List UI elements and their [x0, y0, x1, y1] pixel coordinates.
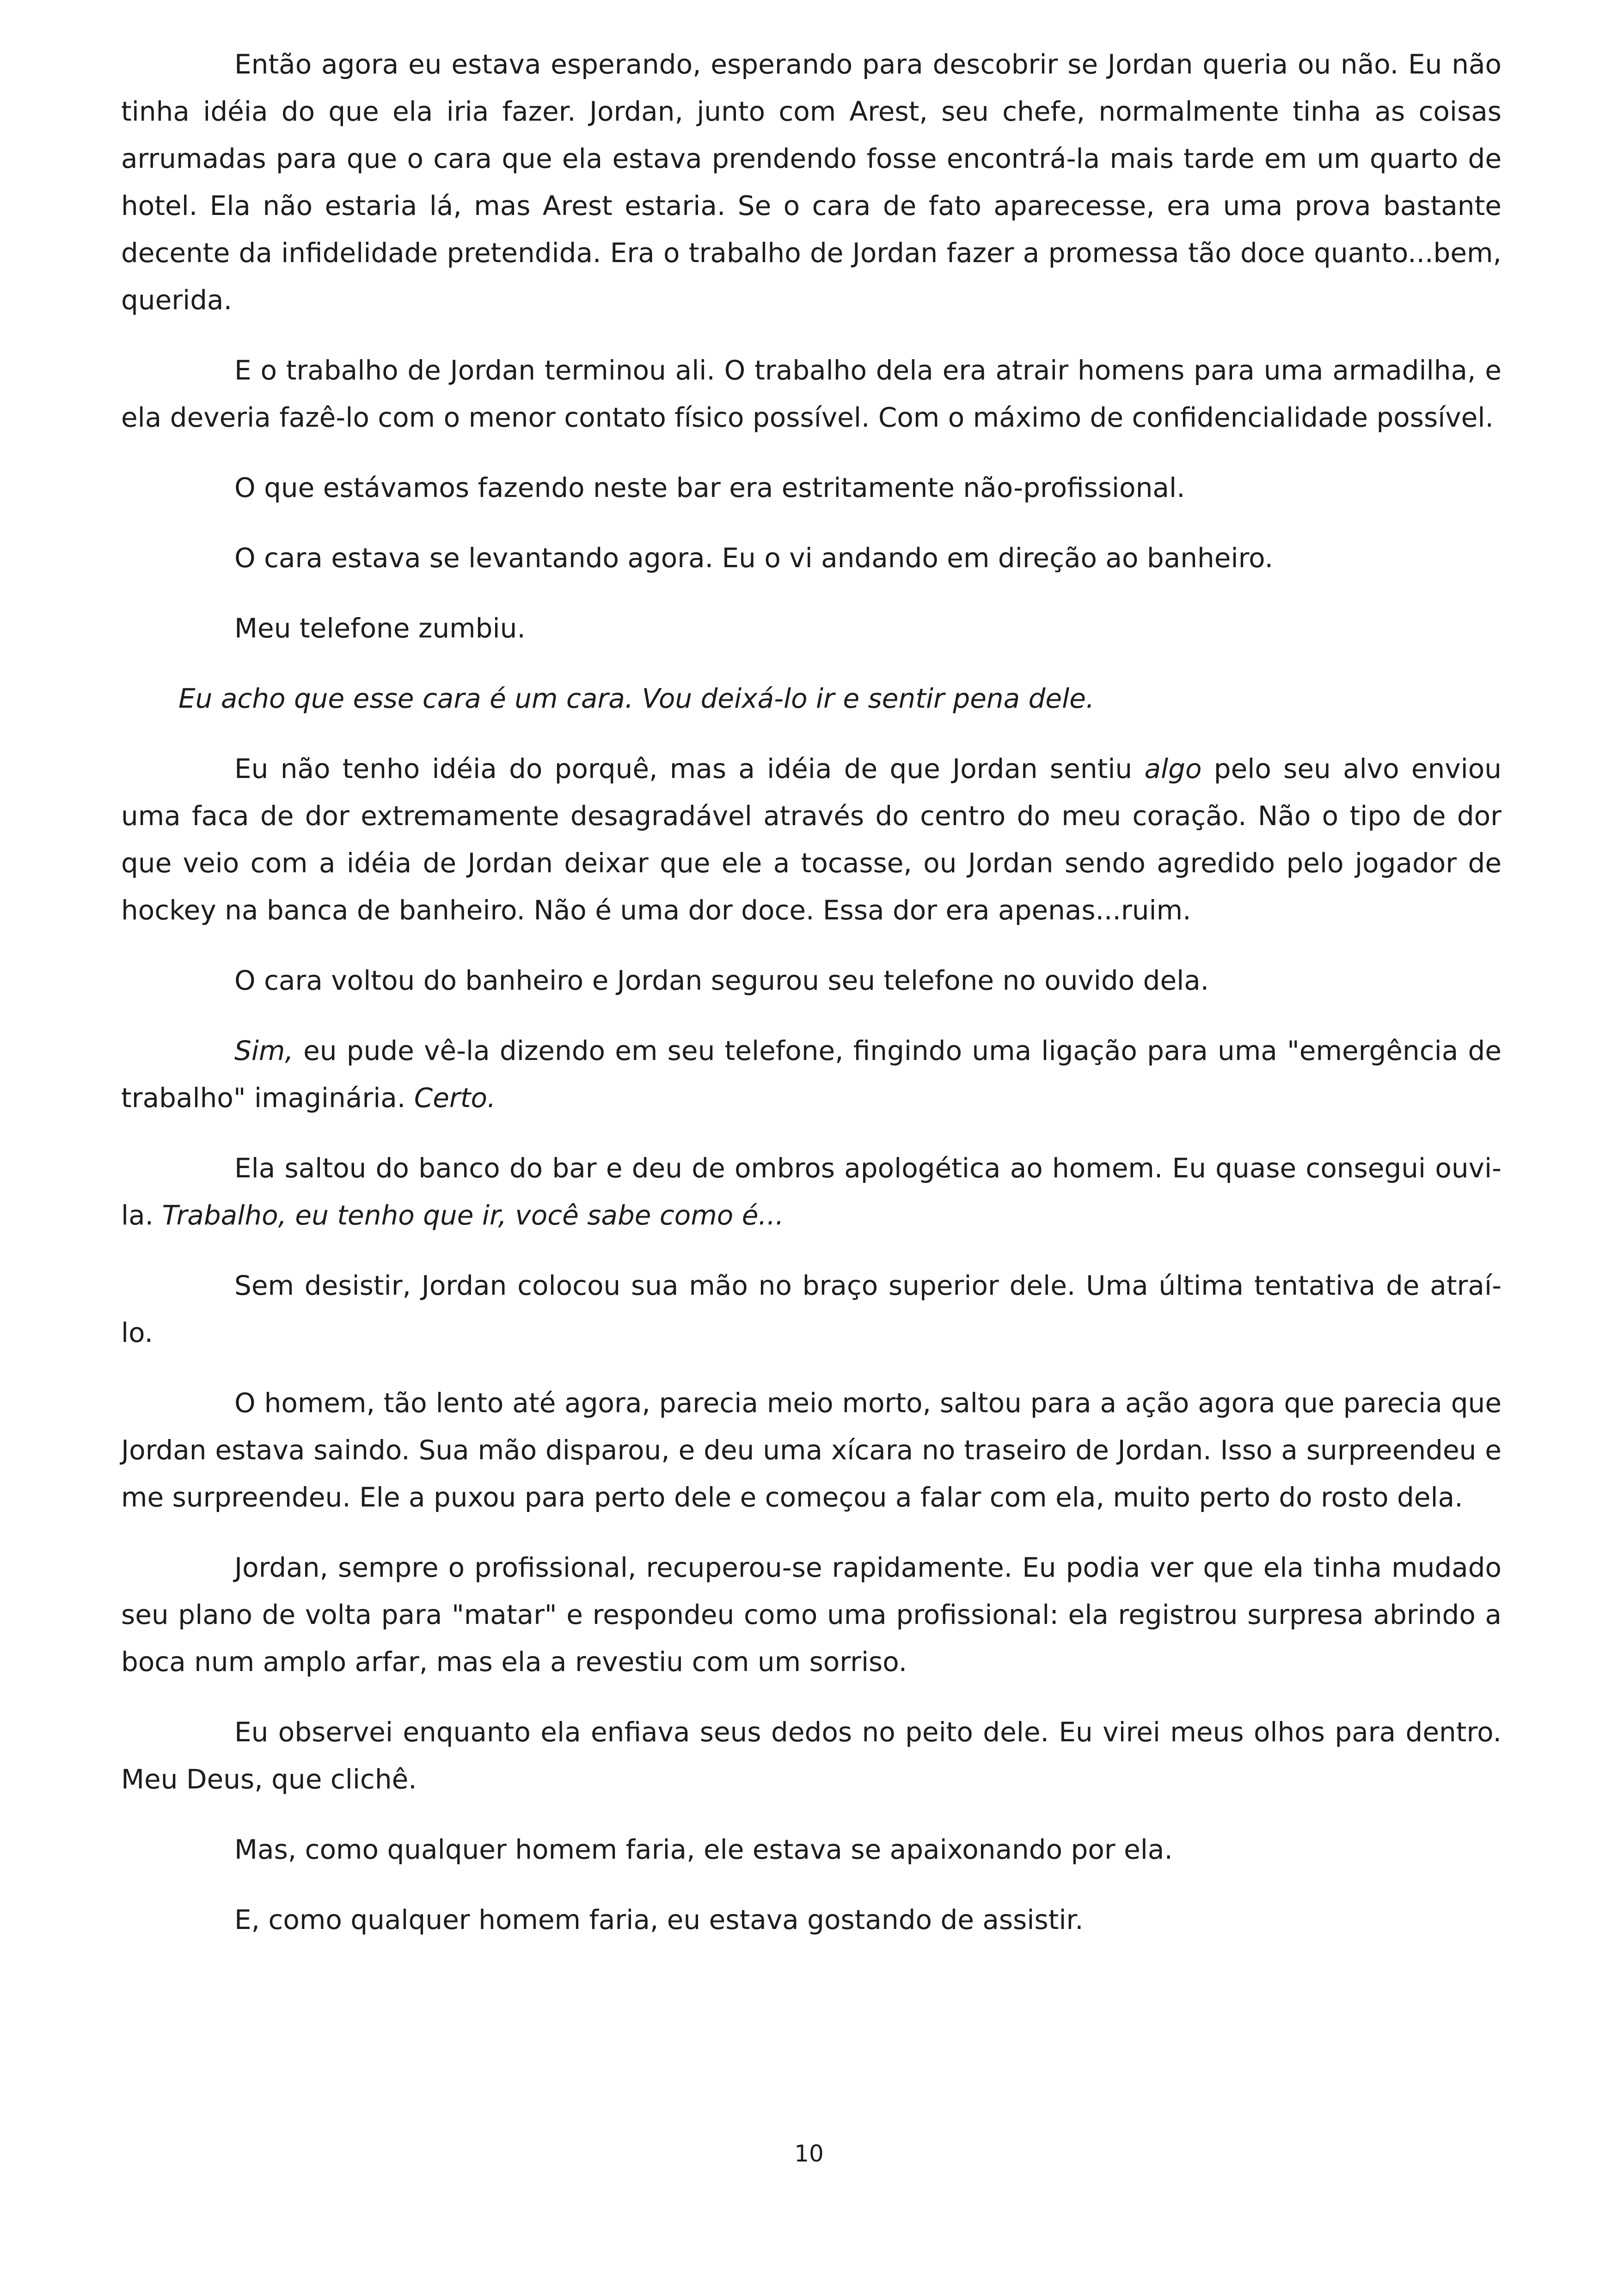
page-body: [121, 41, 1502, 1966]
paragraph-10-emphasis: Trabalho, eu tenho que ir, você sabe como é...: [162, 1200, 784, 1231]
paragraph-1: Então agora eu estava esperando, esperando para descobrir se Jordan queria ou não. Eu não tinha idéia do que ela iria fazer. Jordan, junto com Arest, seu chefe, normalmente tinha as coisas arrumadas para que o cara que ela estava prendendo fosse encontrá-la mais tarde em um quarto de hotel. Ela não estaria lá, mas Arest estaria. Se o cara de fato aparecesse, era uma prova bastante decente da infidelidade pretendida. Era o trabalho de Jordan fazer a promessa tão doce quanto...bem, querida.: [121, 49, 1502, 316]
paragraph-5: Meu telefone zumbiu.: [234, 612, 526, 644]
paragraph-13: Jordan, sempre o profissional, recuperou-se rapidamente. Eu podia ver que ela tinha mudado seu plano de volta para "matar" e respondeu como uma profissional: ela registrou surpresa abrindo a boca num amplo arfar, mas ela a revestiu com um sorriso.: [121, 1552, 1502, 1678]
paragraph-16: E, como qualquer homem faria, eu estava gostando de assistir.: [234, 1904, 1084, 1935]
italic-text-message: Eu acho que esse cara é um cara. Vou deixá-lo ir e sentir pena dele.: [178, 683, 1095, 714]
paragraph-11: Sem desistir, Jordan colocou sua mão no braço superior dele. Uma última tentativa de atraí-lo.: [121, 1270, 1502, 1348]
paragraph-10-before: Ela saltou do banco do bar e deu de ombros apologética ao homem. Eu quase consegui ouvi-la.: [121, 1152, 1502, 1231]
paragraph-10: [121, 1145, 1502, 1239]
paragraph-9: [121, 1027, 1502, 1121]
paragraph-7-after: pelo seu alvo enviou uma faca de dor extremamente desagradável através do centro do meu coração. Não o tipo de dor que veio com a idéia de Jordan deixar que ele a tocasse, ou Jordan sendo agredido pelo jogador de hockey na banca de banheiro. Não é uma dor doce. Essa dor era apenas...ruim.: [121, 753, 1502, 926]
paragraph-9-emphasis-1: Sim,: [234, 1035, 294, 1066]
paragraph-9-middle: eu pude vê-la dizendo em seu telefone, fingindo uma ligação para uma "emergência de trabalho" imaginária.: [121, 1035, 1502, 1114]
paragraph-2: E o trabalho de Jordan terminou ali. O trabalho dela era atrair homens para uma armadilha, e ela deveria fazê-lo com o menor contato físico possível. Com o máximo de confidencialidade possível.: [121, 355, 1502, 433]
paragraph-7: [121, 745, 1502, 934]
paragraph-9-emphasis-2: Certo.: [414, 1082, 496, 1114]
paragraph-14: Eu observei enquanto ela enfiava seus dedos no peito dele. Eu virei meus olhos para dentro. Meu Deus, que clichê.: [121, 1716, 1502, 1795]
paragraph-4: O cara estava se levantando agora. Eu o vi andando em direção ao banheiro.: [234, 542, 1274, 574]
paragraph-8: O cara voltou do banheiro e Jordan segurou seu telefone no ouvido dela.: [234, 965, 1209, 996]
paragraph-15: Mas, como qualquer homem faria, ele estava se apaixonando por ela.: [234, 1834, 1173, 1865]
paragraph-7-emphasis: algo: [1144, 753, 1202, 784]
paragraph-12: O homem, tão lento até agora, parecia meio morto, saltou para a ação agora que parecia que Jordan estava saindo. Sua mão disparou, e deu uma xícara no traseiro de Jordan. Isso a surpreendeu e me surpreendeu. Ele a puxou para perto dele e começou a falar com ela, muito perto do rosto dela.: [121, 1387, 1502, 1513]
paragraph-7-before: Eu não tenho idéia do porquê, mas a idéia de que Jordan sentiu: [234, 753, 1145, 784]
page-number: 10: [794, 2140, 824, 2167]
paragraph-3: O que estávamos fazendo neste bar era estritamente não-profissional.: [234, 472, 1185, 503]
